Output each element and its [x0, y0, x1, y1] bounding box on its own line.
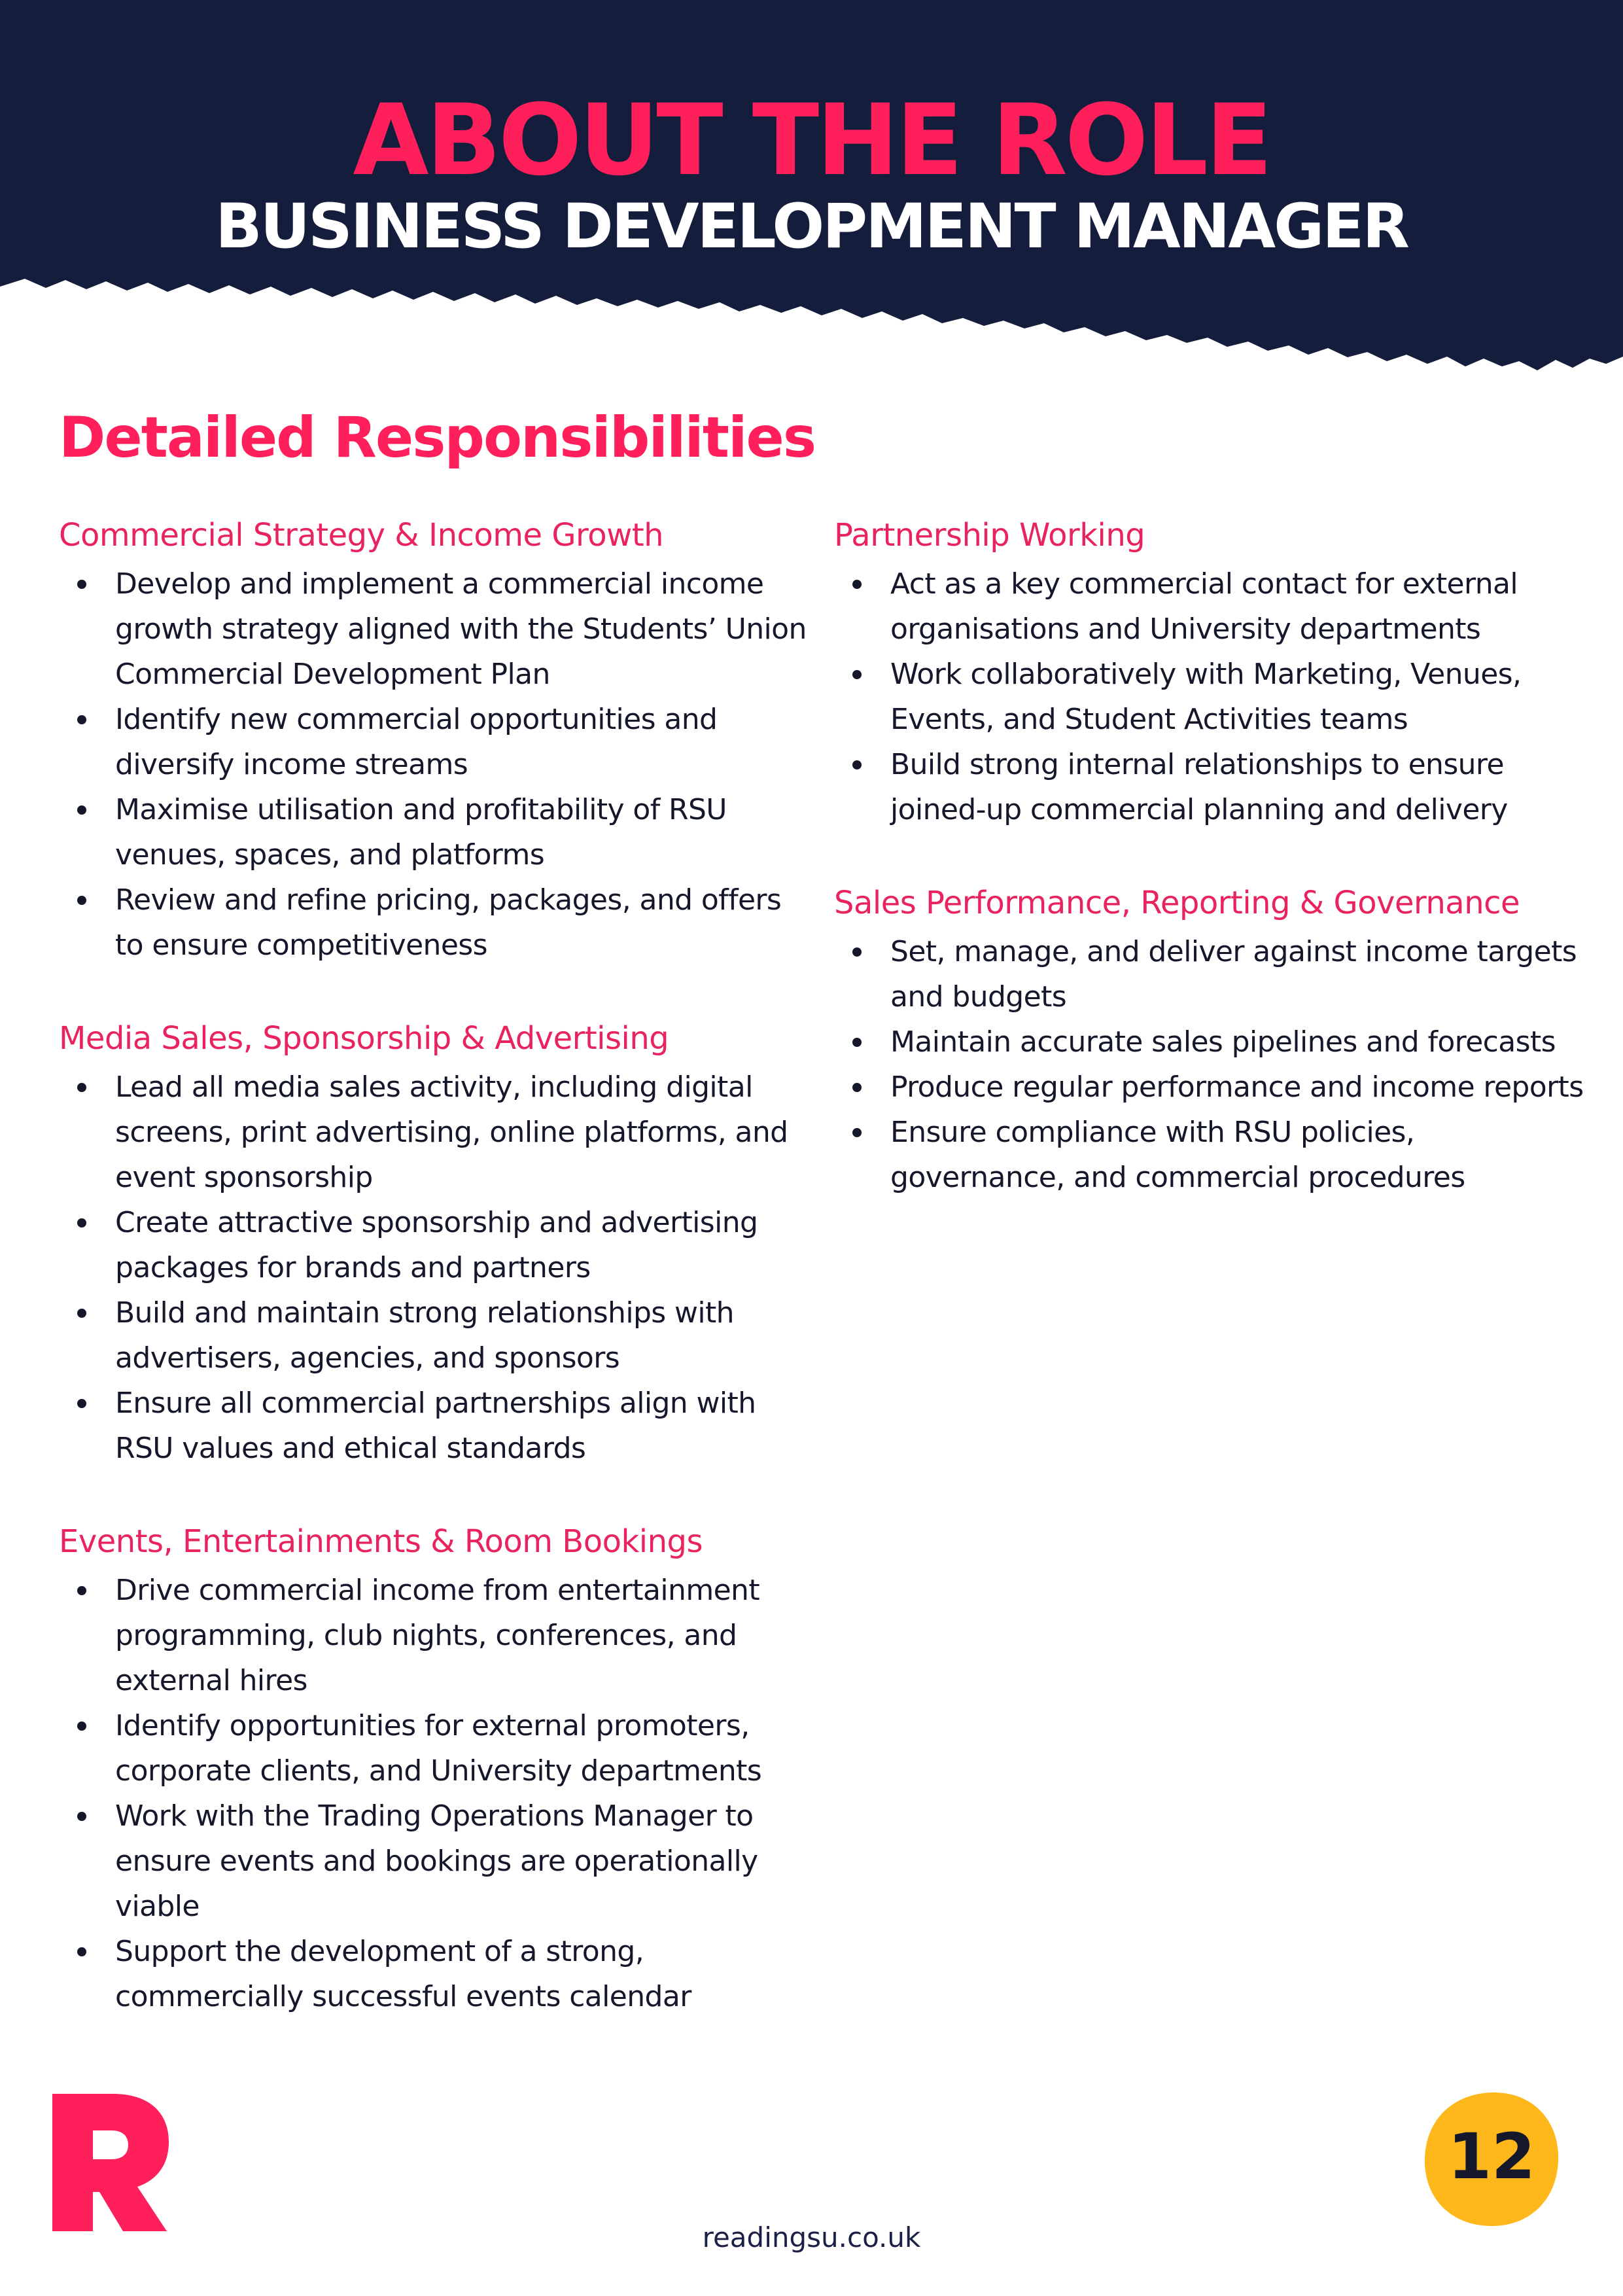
group-title: Events, Entertainments & Room Bookings	[59, 1523, 703, 1560]
group-sales-performance	[834, 877, 1586, 1200]
list-item: Build strong internal relationships to ensure joined-up commercial planning and delivery	[834, 742, 1586, 832]
page-subtitle: BUSINESS DEVELOPMENT MANAGER	[215, 191, 1408, 262]
bullet-list	[834, 561, 1586, 832]
group-events	[59, 1515, 811, 2019]
right-column	[834, 509, 1586, 1245]
list-item: Set, manage, and deliver against income targets and budgets	[834, 929, 1586, 1019]
group-commercial-strategy	[59, 509, 811, 968]
list-item: Create attractive sponsorship and advertising packages for brands and partners	[59, 1200, 811, 1290]
footer-url[interactable]: readingsu.co.uk	[702, 2221, 921, 2253]
list-item: Identify opportunities for external promoters, corporate clients, and University departments	[59, 1703, 811, 1793]
group-title: Commercial Strategy & Income Growth	[59, 517, 664, 554]
list-item: Lead all media sales activity, including digital screens, print advertising, online platforms, and event sponsorship	[59, 1065, 811, 1200]
bullet-list	[59, 561, 811, 968]
list-item: Work collaboratively with Marketing, Venues, Events, and Student Activities teams	[834, 652, 1586, 742]
bullet-list	[834, 929, 1586, 1200]
page-number: 12	[1448, 2120, 1535, 2193]
bullet-list	[59, 1568, 811, 2019]
list-item: Build and maintain strong relationships with advertisers, agencies, and sponsors	[59, 1290, 811, 1381]
list-item: Drive commercial income from entertainment programming, club nights, conferences, and external hires	[59, 1568, 811, 1703]
r-logo-icon	[52, 2094, 170, 2231]
list-item: Support the development of a strong, commercially successful events calendar	[59, 1929, 811, 2019]
group-title: Media Sales, Sponsorship & Advertising	[59, 1020, 669, 1057]
group-title: Sales Performance, Reporting & Governance	[834, 885, 1520, 921]
section-heading: Detailed Responsibilities	[59, 405, 816, 470]
header-banner	[0, 0, 1623, 419]
group-partnership	[834, 509, 1586, 832]
list-item: Maximise utilisation and profitability of RSU venues, spaces, and platforms	[59, 787, 811, 877]
list-item: Identify new commercial opportunities and diversify income streams	[59, 697, 811, 787]
list-item: Develop and implement a commercial income growth strategy aligned with the Students’ Union Commercial Development Plan	[59, 561, 811, 697]
group-media-sales	[59, 1012, 811, 1471]
list-item: Work with the Trading Operations Manager to ensure events and bookings are operationally viable	[59, 1793, 811, 1929]
list-item: Act as a key commercial contact for external organisations and University departments	[834, 561, 1586, 652]
list-item: Review and refine pricing, packages, and offers to ensure competitiveness	[59, 877, 811, 968]
list-item: Produce regular performance and income reports	[834, 1065, 1586, 1110]
list-item: Maintain accurate sales pipelines and forecasts	[834, 1019, 1586, 1065]
left-column	[59, 509, 811, 2064]
list-item: Ensure all commercial partnerships align with RSU values and ethical standards	[59, 1381, 811, 1471]
list-item: Ensure compliance with RSU policies, governance, and commercial procedures	[834, 1110, 1586, 1200]
page-title: ABOUT THE ROLE	[353, 84, 1270, 198]
group-title: Partnership Working	[834, 517, 1145, 554]
bullet-list	[59, 1065, 811, 1471]
